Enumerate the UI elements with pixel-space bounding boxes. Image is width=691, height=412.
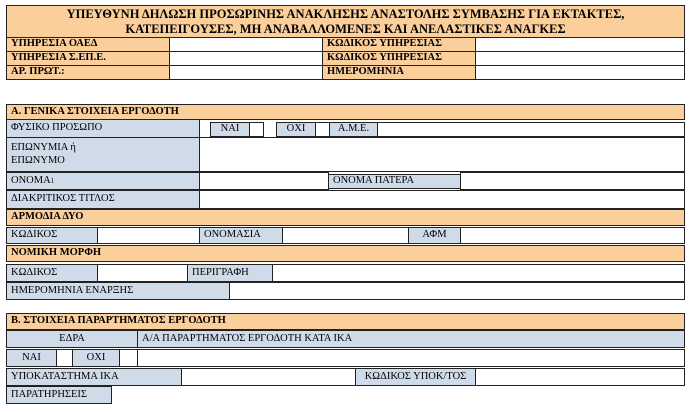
legal-form-description-field[interactable] [272, 264, 685, 282]
protocol-number-label: ΑΡ. ΠΡΩΤ.: [6, 65, 170, 80]
seat-no-label: ΟΧΙ [72, 349, 120, 367]
afm-field[interactable] [460, 227, 685, 244]
afm-label: ΑΦΜ [408, 227, 461, 244]
service-code-label-2: ΚΩΔΙΚΟΣ ΥΠΗΡΕΣΙΑΣ [322, 51, 476, 66]
date-label: ΗΜΕΡΟΜΗΝΙΑ [322, 65, 476, 80]
section-a-header: Α. ΓΕΝΙΚΑ ΣΤΟΙΧΕΙΑ ΕΡΓΟΔΟΤΗ [6, 104, 685, 120]
branch-number-field[interactable] [137, 349, 685, 367]
form-title-line-2: ΚΑΤΕΠΕΙΓΟΥΣΕΣ, ΜΗ ΑΝΑΒΑΛΛΟΜΕΝΕΣ ΚΑΙ ΑΝΕΛΑΣΤΙΚΕΣ ΑΝΑΓΚΕΣ [125, 21, 566, 36]
service-code-field-1[interactable] [475, 37, 685, 52]
remarks-label: ΠΑΡΑΤΗΡΗΣΕΙΣ [6, 386, 112, 404]
oaed-service-label: ΥΠΗΡΕΣΙΑ ΟΑΕΔ [6, 37, 170, 52]
father-name-label: ΟΝΟΜΑ ΠΑΤΕΡΑ [328, 174, 461, 189]
surname-field[interactable] [199, 137, 685, 172]
tax-office-name-field[interactable] [282, 227, 409, 244]
seat-yes-checkbox[interactable] [56, 349, 73, 367]
tax-office-header: ΑΡΜΟΔΙΑ ΔΥΟ [6, 209, 685, 226]
distinctive-title-label: ΔΙΑΚΡΙΤΙΚΟΣ ΤΙΤΛΟΣ [6, 190, 200, 209]
seat-no-checkbox[interactable] [119, 349, 138, 367]
surname-label-line-1: ΕΠΩΝΥΜΙΑ ή [11, 142, 76, 154]
tax-office-code-field[interactable] [97, 227, 200, 244]
natural-person-no-label: ΟΧΙ [276, 122, 316, 137]
natural-person-yes-label: ΝΑΙ [210, 122, 250, 137]
first-name-label-text: ΟΝΟΜΑ [11, 174, 51, 186]
legal-form-code-label: ΚΩΔΙΚΟΣ [6, 264, 98, 282]
oaed-service-field[interactable] [169, 37, 323, 52]
sepe-service-field[interactable] [169, 51, 323, 66]
start-date-label: ΗΜΕΡΟΜΗΝΙΑ ΕΝΑΡΞΗΣ [6, 282, 230, 300]
sepe-service-label: ΥΠΗΡΕΣΙΑ Σ.ΕΠ.Ε. [6, 51, 170, 66]
branch-code-label: ΚΩΔΙΚΟΣ ΥΠΟΚ/ΤΟΣ [355, 368, 476, 386]
natural-person-no-checkbox[interactable] [315, 122, 330, 137]
seat-label: ΕΔΡΑ [6, 330, 138, 348]
first-name-label [6, 172, 200, 190]
service-code-label-1: ΚΩΔΙΚΟΣ ΥΠΗΡΕΣΙΑΣ [322, 37, 476, 52]
date-field[interactable] [475, 65, 685, 80]
branch-number-label: Α/Α ΠΑΡΑΡΤΗΜΑΤΟΣ ΕΡΓΟΔΟΤΗ ΚΑΤΑ ΙΚΑ [137, 330, 685, 348]
form-title [6, 5, 685, 38]
natural-person-yes-checkbox[interactable] [249, 122, 264, 137]
tax-office-name-label: ΟΝΟΜΑΣΙΑ [199, 227, 283, 244]
service-code-field-2[interactable] [475, 51, 685, 66]
form-title-line-1: ΥΠΕΥΘΥΝΗ ΔΗΛΩΣΗ ΠΡΟΣΩΡΙΝΗΣ ΑΝΑΚΛΗΣΗΣ ΑΝΑΣΤΟΛΗΣ ΣΥΜΒΑΣΗΣ ΓΙΑ ΕΚΤΑΚΤΕΣ, [66, 7, 625, 22]
distinctive-title-field[interactable] [199, 190, 685, 209]
section-b-header: Β. ΣΤΟΙΧΕΙΑ ΠΑΡΑΡΤΗΜΑΤΟΣ ΕΡΓΟΔΟΤΗ [6, 313, 685, 330]
branch-code-field[interactable] [475, 368, 685, 386]
first-name-footnote: 1 [50, 176, 55, 185]
natural-person-label: ΦΥΣΙΚΟ ΠΡΟΣΩΠΟ [6, 119, 200, 138]
start-date-field[interactable] [229, 282, 685, 300]
remarks-field[interactable] [111, 386, 685, 404]
ame-field[interactable] [377, 122, 685, 137]
father-name-field[interactable] [460, 172, 685, 190]
ame-label: Α.Μ.Ε. [329, 122, 378, 137]
protocol-number-field[interactable] [169, 65, 323, 80]
tax-office-code-label: ΚΩΔΙΚΟΣ [6, 227, 98, 244]
ika-branch-label: ΥΠΟΚΑΤΑΣΤΗΜΑ ΙΚΑ [6, 368, 182, 386]
legal-form-code-field[interactable] [97, 264, 188, 282]
surname-label [6, 137, 200, 172]
legal-form-header: ΝΟΜΙΚΗ ΜΟΡΦΗ [6, 245, 685, 262]
legal-form-description-label: ΠΕΡΙΓΡΑΦΗ [187, 264, 273, 282]
ika-branch-field[interactable] [181, 368, 356, 386]
surname-label-line-2: ΕΠΩΝΥΜΟ [11, 154, 65, 166]
seat-yes-label: ΝΑΙ [6, 349, 57, 367]
first-name-field[interactable] [199, 172, 329, 190]
